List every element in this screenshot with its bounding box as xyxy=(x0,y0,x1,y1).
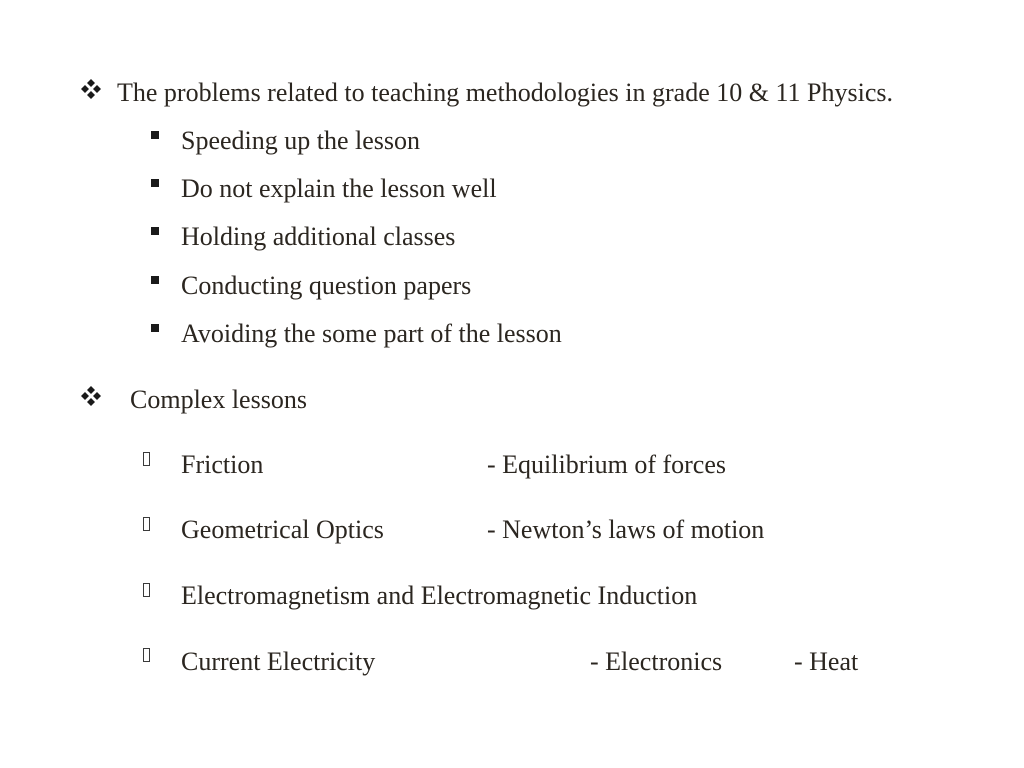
missing-glyph-box-icon xyxy=(143,452,150,466)
list-item: Conducting question papers xyxy=(181,271,472,300)
square-bullet-icon xyxy=(151,179,159,187)
section-heading-problems: The problems related to teaching methodologies in grade 10 & 11 Physics. xyxy=(117,78,893,107)
section-heading-complex-lessons: Complex lessons xyxy=(130,385,307,414)
lesson-item: - Heat xyxy=(794,647,859,676)
square-bullet-icon xyxy=(151,324,159,332)
lesson-item: Current Electricity xyxy=(181,647,376,676)
lesson-item: - Electronics xyxy=(590,647,723,676)
lesson-item: Friction xyxy=(181,450,264,479)
lesson-item: Electromagnetism and Electromagnetic Induction xyxy=(181,581,698,610)
list-item: Holding additional classes xyxy=(181,222,456,251)
missing-glyph-box-icon xyxy=(143,517,150,531)
lesson-item: - Newton’s laws of motion xyxy=(487,515,765,544)
square-bullet-icon xyxy=(151,276,159,284)
square-bullet-icon xyxy=(151,227,159,235)
four-diamond-icon xyxy=(80,385,102,407)
list-item: Avoiding the some part of the lesson xyxy=(181,319,562,348)
list-item: Speeding up the lesson xyxy=(181,126,421,155)
lesson-item: Geometrical Optics xyxy=(181,515,384,544)
square-bullet-icon xyxy=(151,131,159,139)
list-item: Do not explain the lesson well xyxy=(181,174,497,203)
missing-glyph-box-icon xyxy=(143,583,150,597)
missing-glyph-box-icon xyxy=(143,648,150,662)
four-diamond-icon xyxy=(80,78,102,100)
lesson-item: - Equilibrium of forces xyxy=(487,450,726,479)
